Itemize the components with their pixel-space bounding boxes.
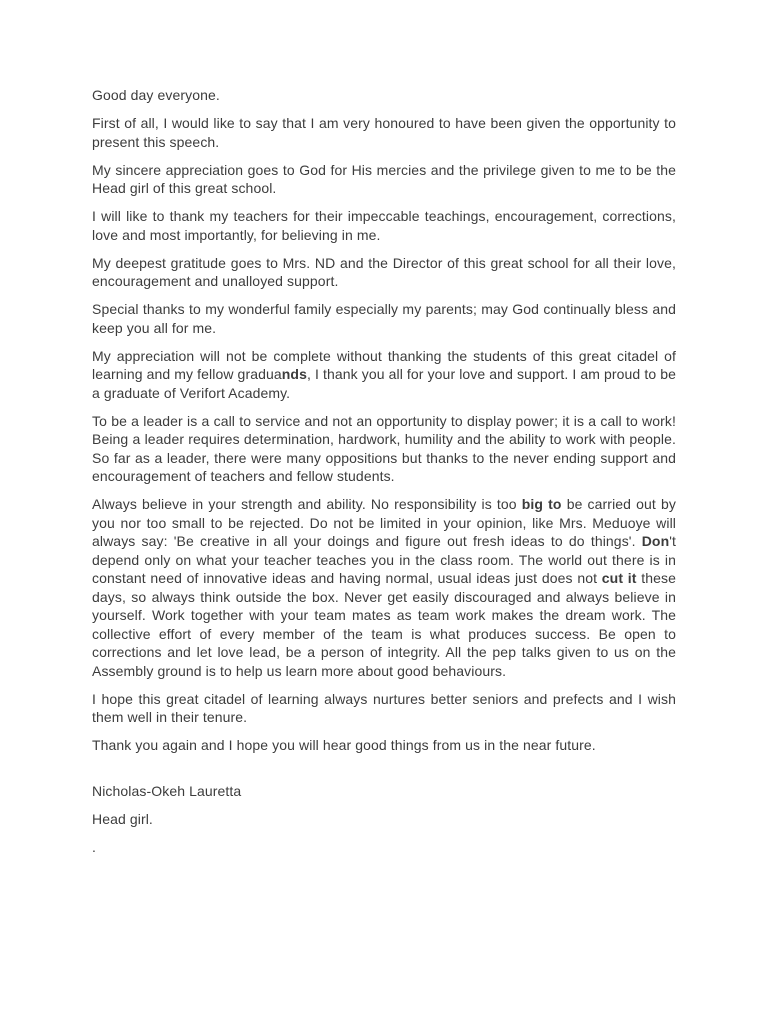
signature-name <box>92 782 676 801</box>
bold-text-run: cut it <box>601 570 637 586</box>
paragraph <box>92 300 676 337</box>
text-run: My appreciation will not be complete without thanking the students of this great citadel of learning and my fellow gradua <box>92 347 676 382</box>
text-run: these days, so always think outside the box. Never get easily discouraged and always believe in yourself. Work together with your team mates as team work makes the dream work. The collective effort of every member of the team is what produces success. Be open to corrections and let love lead, be a person of integrity. All the pep talks given to us on the Assembly ground is to help us learn more about good behaviours. <box>92 570 676 679</box>
paragraph <box>92 207 676 244</box>
paragraph <box>92 736 676 755</box>
text-run: I hope this great citadel of learning always nurtures better seniors and prefects and I wish them well in their tenure. <box>92 690 676 725</box>
text-run: Always believe in your strength and ability. No responsibility is too <box>92 496 522 512</box>
text-run: My sincere appreciation goes to God for His mercies and the privilege given to me to be the Head girl of this great school. <box>92 161 676 196</box>
trailing-period <box>92 838 676 857</box>
text-run: Head girl. <box>92 810 153 827</box>
bold-text-run: nds <box>281 366 307 382</box>
paragraph <box>92 690 676 727</box>
paragraph <box>92 412 676 486</box>
text-run: 't depend only on what your teacher teaches you in the class room. The world out there is in constant need of innovative ideas and having normal, usual ideas just does not <box>92 533 676 586</box>
bold-text-run: big to <box>521 496 562 512</box>
text-run: be carried out by you nor too small to be rejected. Do not be limited in your opinion, like Mrs. Meduoye will always say: 'Be creative in all your doings and figure out fresh ideas to do things'. <box>92 496 676 549</box>
bold-text-run: Don <box>641 533 670 549</box>
paragraph <box>92 347 676 403</box>
text-run: I will like to thank my teachers for their impeccable teachings, encouragement, corrections, love and most importantly, for believing in me. <box>92 208 676 243</box>
text-run: Thank you again and I hope you will hear good things from us in the near future. <box>92 737 596 753</box>
text-run: Nicholas-Okeh Lauretta <box>92 782 242 799</box>
paragraph <box>92 161 676 198</box>
signature-role <box>92 810 676 829</box>
text-run: My deepest gratitude goes to Mrs. ND and the Director of this great school for all their love, encouragement and unalloyed support. <box>92 254 676 289</box>
paragraph <box>92 495 676 680</box>
document-body <box>92 86 676 866</box>
text-run: To be a leader is a call to service and not an opportunity to display power; it is a call to work! Being a leader requires determination, hardwork, humility and the ability to work with people. So far as a leader, there were many oppositions but thanks to the never ending support and encouragement of teachers and fellow students. <box>92 412 676 484</box>
text-run: Good day everyone. <box>92 87 220 103</box>
greeting <box>92 86 676 105</box>
text-run: Special thanks to my wonderful family especially my parents; may God continually bless and keep you all for me. <box>92 301 676 336</box>
paragraph <box>92 114 676 151</box>
paragraph <box>92 254 676 291</box>
text-run: . <box>92 838 96 855</box>
text-run: , I thank you all for your love and support. I am proud to be a graduate of Verifort Academy. <box>92 366 676 401</box>
text-run: First of all, I would like to say that I am very honoured to have been given the opportunity to present this speech. <box>92 115 676 150</box>
